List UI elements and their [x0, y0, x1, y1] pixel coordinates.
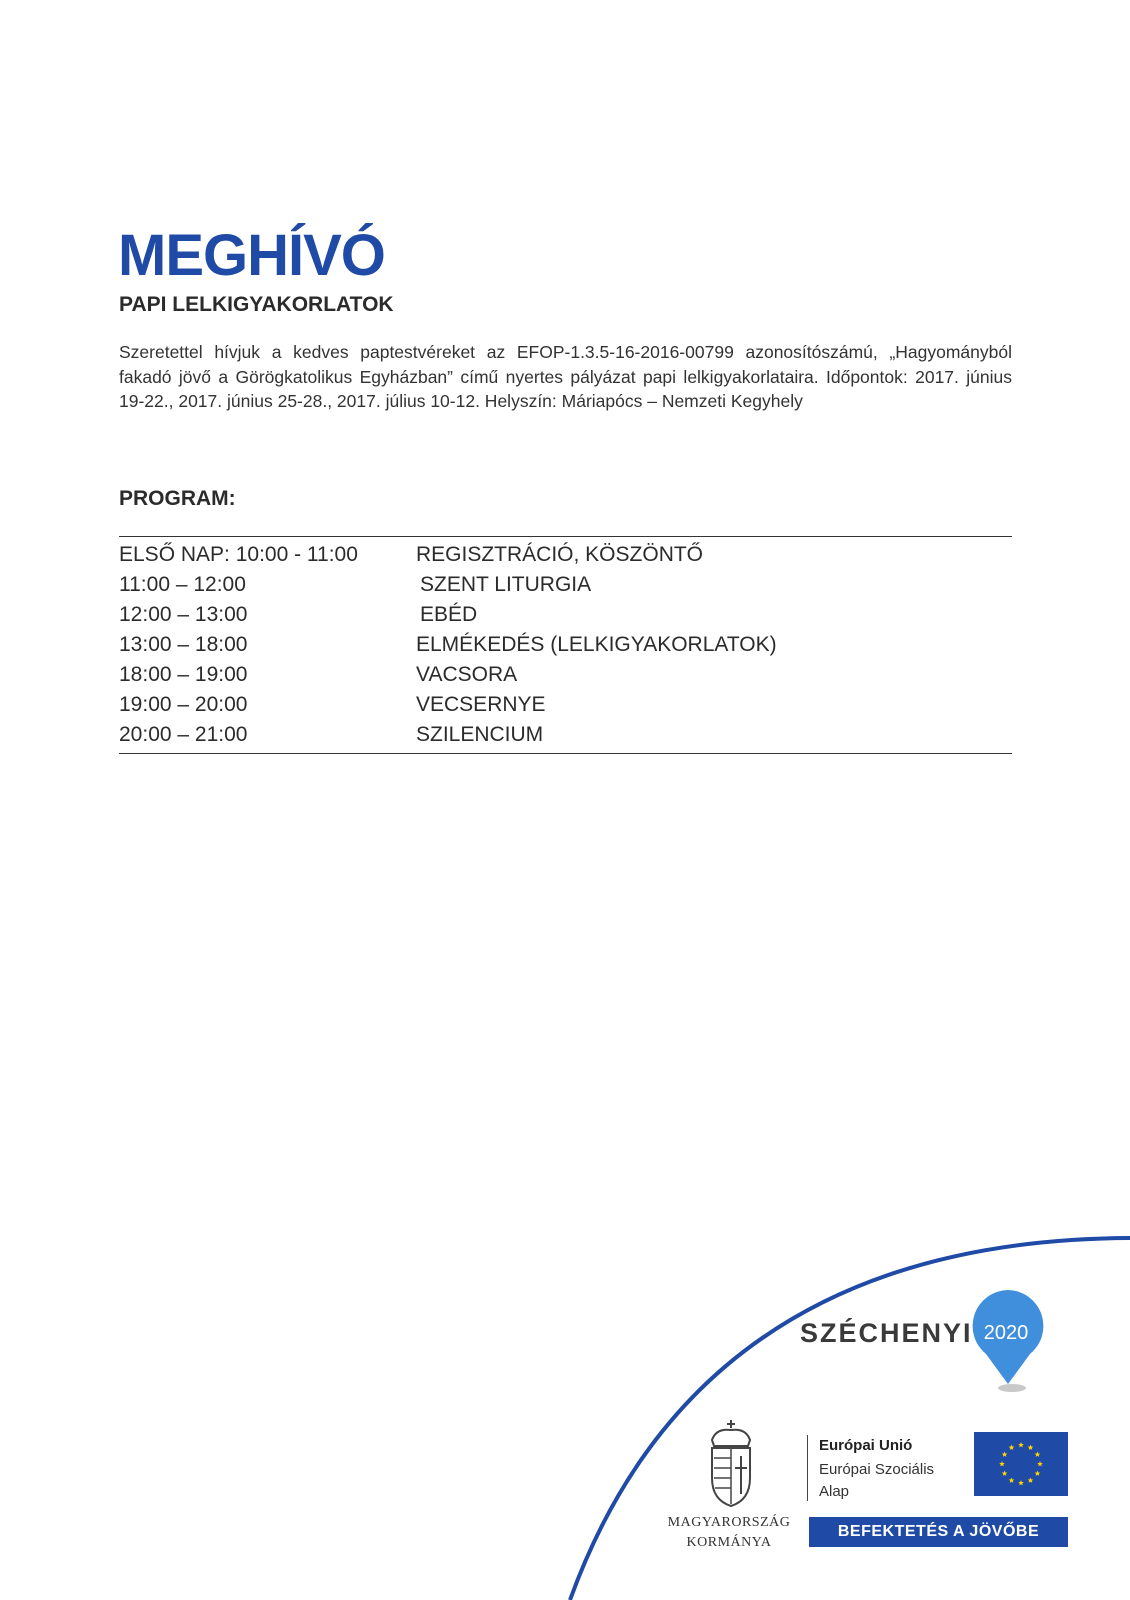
schedule-time: 11:00 – 12:00	[119, 573, 246, 596]
schedule-event: VECSERNYE	[416, 693, 546, 716]
eu-divider	[807, 1435, 808, 1501]
eu-title: Európai Unió	[819, 1437, 913, 1454]
szechenyi-label: SZÉCHENYI	[800, 1318, 973, 1348]
schedule-time: 19:00 – 20:00	[119, 693, 248, 716]
schedule-event: VACSORA	[416, 663, 518, 686]
program-heading: PROGRAM:	[119, 487, 236, 510]
investment-banner: BEFEKTETÉS A JÖVŐBE	[809, 1517, 1068, 1547]
eu-subtitle-line-2: Alap	[819, 1483, 850, 1500]
schedule-event: EBÉD	[420, 603, 478, 626]
schedule-time: 12:00 – 13:00	[119, 603, 248, 626]
schedule-time: ELSŐ NAP: 10:00 - 11:00	[119, 543, 358, 566]
eu-flag-icon	[974, 1432, 1068, 1496]
schedule-event: ELMÉKEDÉS (LELKIGYAKORLATOK)	[416, 633, 777, 656]
schedule-time: 20:00 – 21:00	[119, 723, 248, 746]
schedule-event: SZILENCIUM	[416, 723, 544, 746]
schedule-time: 18:00 – 19:00	[119, 663, 248, 686]
eu-subtitle-line-1: Európai Szociális	[819, 1461, 935, 1478]
page-title: MEGHÍVÓ	[118, 223, 385, 288]
government-line-1: MAGYARORSZÁG	[667, 1515, 791, 1530]
schedule-event: REGISZTRÁCIÓ, KÖSZÖNTŐ	[416, 543, 704, 566]
hungarian-crest-icon	[706, 1418, 756, 1508]
government-name	[662, 1513, 796, 1553]
intro-paragraph: Szeretettel hívjuk a kedves paptestvéreket az EFOP-1.3.5-16-2016-00799 azonosítószámú, „Hagyományból fakadó jövő a Görögkatolikus Egyházban” című nyertes pályázat papi lelkigyakorlataira. Időpontok: 2017. június 19-22., 2017. június 25-28., 2017. július 10-12. Helyszín: Máriapócs – Nemzeti Kegyhely	[119, 342, 1012, 411]
schedule-time: 13:00 – 18:00	[119, 633, 248, 656]
eu-subtitle	[819, 1459, 934, 1503]
government-line-2: KORMÁNYA	[686, 1535, 772, 1550]
schedule-event: SZENT LITURGIA	[420, 573, 592, 596]
page-subtitle: PAPI LELKIGYAKORLATOK	[119, 293, 394, 316]
szechenyi-year: 2020	[983, 1322, 1029, 1344]
